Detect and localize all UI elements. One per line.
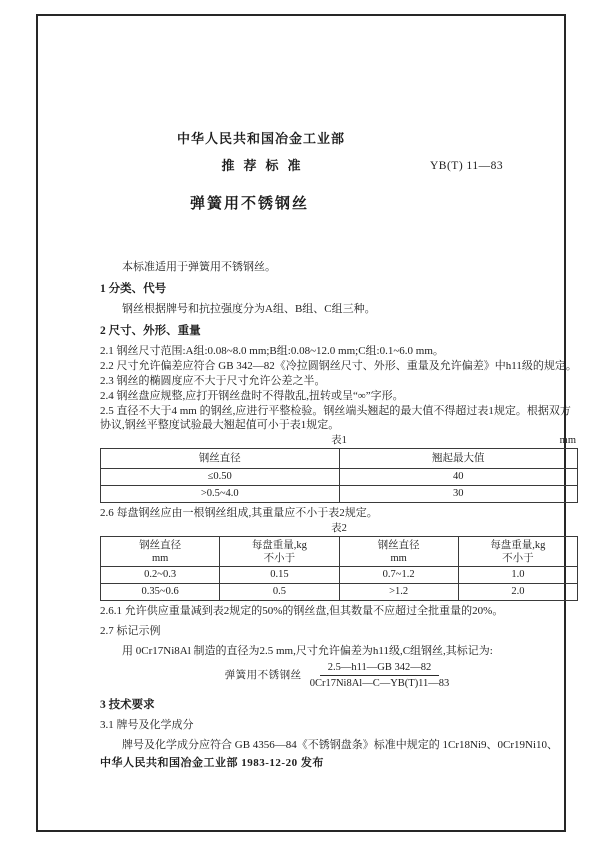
table-cell: ≤0.50	[101, 469, 340, 486]
table1-unit: mm	[559, 435, 576, 446]
clause-2-5: 2.5 直径不大于4 mm 的钢丝,应进行平整检验。钢丝端头翘起的最大值不得超过表1规定。根据双方协议,钢丝平整度试验最大翘起值可小于表1规定。	[100, 405, 571, 431]
clause-3-1: 3.1 牌号及化学成分	[100, 719, 194, 731]
table2-header-weight-a	[220, 537, 339, 567]
table-cell: >1.2	[339, 584, 458, 601]
header-line: 钢丝直径	[139, 539, 182, 551]
document-title: 弹簧用不锈钢丝	[190, 196, 310, 212]
section3-heading: 3 技术要求	[100, 699, 155, 711]
marking-label: 弹簧用不锈钢丝	[224, 669, 302, 681]
clause-2-3: 2.3 钢丝的椭圆度应不大于尺寸允许公差之半。	[100, 375, 326, 387]
table-cell: 1.0	[458, 567, 577, 584]
table1-header-max-lift: 翘起最大值	[339, 449, 578, 469]
standard-code: YB(T) 11—83	[430, 160, 504, 172]
table1-header-row	[101, 449, 578, 469]
header-line: 不小于	[263, 552, 296, 564]
table-row	[101, 567, 578, 584]
table2-caption-row	[100, 522, 578, 535]
table-row	[101, 486, 578, 503]
table2-header-diameter-b	[339, 537, 458, 567]
header-line: mm	[151, 552, 169, 564]
table-cell: 30	[339, 486, 578, 503]
marking-denominator: 0Cr17Ni8Al—C—YB(T)11—83	[309, 678, 450, 689]
issuing-body: 中华人民共和国冶金工业部	[176, 131, 345, 146]
section1-body: 钢丝根据牌号和抗拉强度分为A组、B组、C组三种。	[122, 303, 376, 315]
clause-3-1-body: 牌号及化学成分应符合 GB 4356—84《不锈钢盘条》标准中规定的 1Cr18Ni9、0Cr19Ni10、	[122, 739, 559, 751]
page-border-frame	[36, 14, 577, 832]
clause-2-7: 2.7 标记示例	[100, 625, 161, 637]
header-line: 每盘重量,kg	[490, 539, 546, 551]
clause-2-6-1: 2.6.1 允许供应重量减到表2规定的50%的钢丝盘,但其数量不应超过全批重量的20%。	[100, 605, 504, 617]
table-cell: 0.5	[220, 584, 339, 601]
table-cell: 0.2~0.3	[101, 567, 220, 584]
marking-example	[100, 661, 578, 690]
table1-caption-row	[100, 434, 578, 447]
marking-intro: 用 0Cr17Ni8Al 制造的直径为2.5 mm,尺寸允许偏差为h11级,C组钢丝,其标记为:	[122, 645, 493, 657]
header-line: 钢丝直径	[377, 539, 420, 551]
clause-2-6: 2.6 每盘钢丝应由一根钢丝组成,其重量应不小于表2规定。	[100, 507, 378, 519]
document-body	[100, 256, 578, 770]
table1-caption: 表1	[331, 435, 347, 446]
marking-numerator: 2.5—h11—GB 342—82	[320, 661, 439, 676]
table2-header-row	[101, 537, 578, 567]
table2	[100, 536, 578, 601]
table-cell: >0.5~4.0	[101, 486, 340, 503]
table-row	[101, 469, 578, 486]
scope-paragraph: 本标准适用于弹簧用不锈钢丝。	[122, 261, 276, 273]
section1-heading: 1 分类、代号	[100, 283, 167, 295]
document-header	[156, 128, 366, 174]
table-cell: 0.7~1.2	[339, 567, 458, 584]
section2-heading: 2 尺寸、外形、重量	[100, 325, 201, 337]
table1-header-diameter: 钢丝直径	[101, 449, 340, 469]
clause-2-4: 2.4 钢丝盘应规整,应打开钢丝盘时不得散乱,扭转或呈“∞”字形。	[100, 390, 404, 402]
header-line: mm	[390, 552, 407, 564]
table-cell: 0.35~0.6	[101, 584, 220, 601]
header-line: 不小于	[502, 552, 534, 564]
issue-statement: 中华人民共和国冶金工业部 1983-12-20 发布	[100, 757, 324, 769]
clause-2-2: 2.2 尺寸允许偏差应符合 GB 342—82《冷拉圆钢丝尺寸、外形、重量及允许偏差》中h11级的规定。	[100, 360, 577, 372]
table2-header-diameter-a	[101, 537, 220, 567]
table-cell: 40	[339, 469, 578, 486]
header-line: 每盘重量,kg	[251, 539, 307, 551]
table-cell: 2.0	[458, 584, 577, 601]
clause-2-1: 2.1 钢丝尺寸范围:A组:0.08~8.0 mm;B组:0.08~12.0 mm;C组:0.1~6.0 mm。	[100, 345, 444, 357]
table1	[100, 448, 578, 503]
table2-caption: 表2	[331, 523, 347, 534]
table-cell: 0.15	[220, 567, 339, 584]
table-row	[101, 584, 578, 601]
marking-fraction	[306, 661, 454, 690]
table2-header-weight-b	[458, 537, 577, 567]
standard-type: 推荐标准	[221, 158, 310, 173]
